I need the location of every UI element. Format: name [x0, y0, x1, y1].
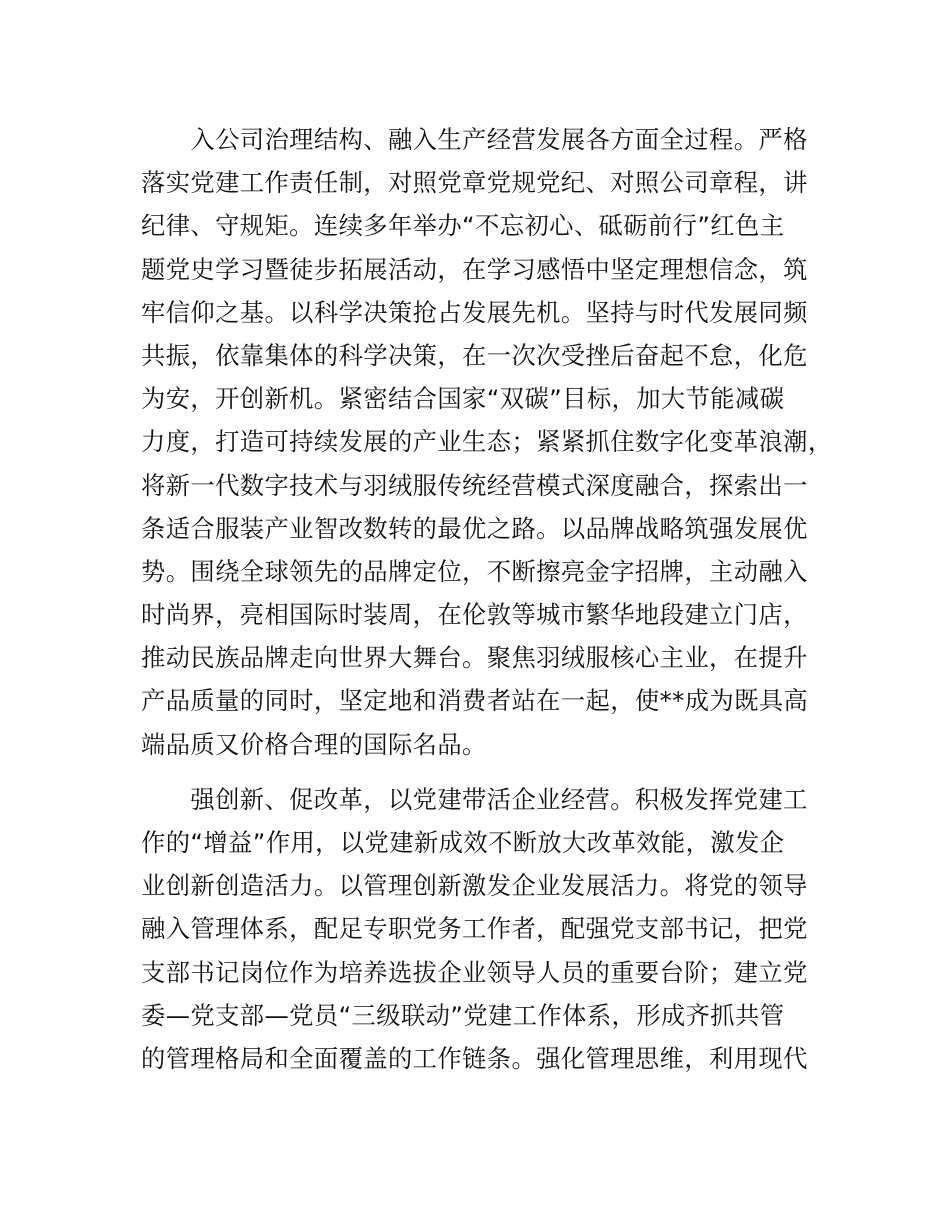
text-line: 为安，开创新机。紧密结合国家“双碳”目标，加大节能减碳 — [141, 384, 785, 414]
text-line: 势。围绕全球领先的品牌定位，不断擦亮金字招牌，主动融入 — [141, 556, 808, 586]
text-line: 入公司治理结构、融入生产经营发展各方面全过程。严格 — [141, 125, 808, 154]
text-line: 力度，打造可持续发展的产业生态；紧紧抓住数字化变革浪潮， — [141, 427, 833, 457]
text-line: 牢信仰之基。以科学决策抢占发展先机。坚持与时代发展同频 — [141, 297, 808, 327]
text-line: 时尚界，亮相国际时装周，在伦敦等城市繁华地段建立门店， — [141, 600, 808, 630]
text-line: 作的“增益”作用，以党建新成效不断放大改革效能，激发企 — [141, 828, 785, 857]
text-line: 落实党建工作责任制，对照党章党规党纪、对照公司章程，讲 — [141, 168, 808, 198]
text-line: 纪律、守规矩。连续多年举办“不忘初心、砥砺前行”红色主 — [141, 211, 785, 241]
text-line: 强创新、促改革，以党建带活企业经营。积极发挥党建工 — [141, 784, 808, 814]
text-line: 业创新创造活力。以管理创新激发企业发展活力。将党的领导 — [141, 871, 808, 901]
text-line: 产品质量的同时，坚定地和消费者站在一起，使**成为既具高 — [141, 686, 809, 716]
text-line: 共振，依靠集体的科学决策，在一次次受挫后奋起不怠，化危 — [141, 340, 808, 370]
text-line: 的管理格局和全面覆盖的工作链条。强化管理思维，利用现代 — [141, 1043, 808, 1073]
paragraph-spacer — [141, 766, 841, 778]
text-line: 端品质又价格合理的国际名品。 — [141, 729, 487, 759]
text-line: 委—党支部—党员“三级联动”党建工作体系，形成齐抓共管 — [141, 1000, 785, 1030]
text-line: 题党史学习暨徒步拓展活动，在学习感悟中坚定理想信念，筑 — [141, 254, 808, 284]
text-line: 推动民族品牌走向世界大舞台。聚焦羽绒服核心主业，在提升 — [141, 643, 808, 673]
paragraph-1 — [141, 118, 841, 766]
body-text — [141, 118, 841, 1080]
text-line: 将新一代数字技术与羽绒服传统经营模式深度融合，探索出一 — [141, 470, 808, 500]
text-line: 融入管理体系，配足专职党务工作者，配强党支部书记，把党 — [141, 914, 808, 944]
text-line: 支部书记岗位作为培养选拔企业领导人员的重要台阶；建立党 — [141, 957, 808, 987]
paragraph-2 — [141, 778, 841, 1080]
text-line: 条适合服装产业智改数转的最优之路。以品牌战略筑强发展优 — [141, 513, 808, 543]
